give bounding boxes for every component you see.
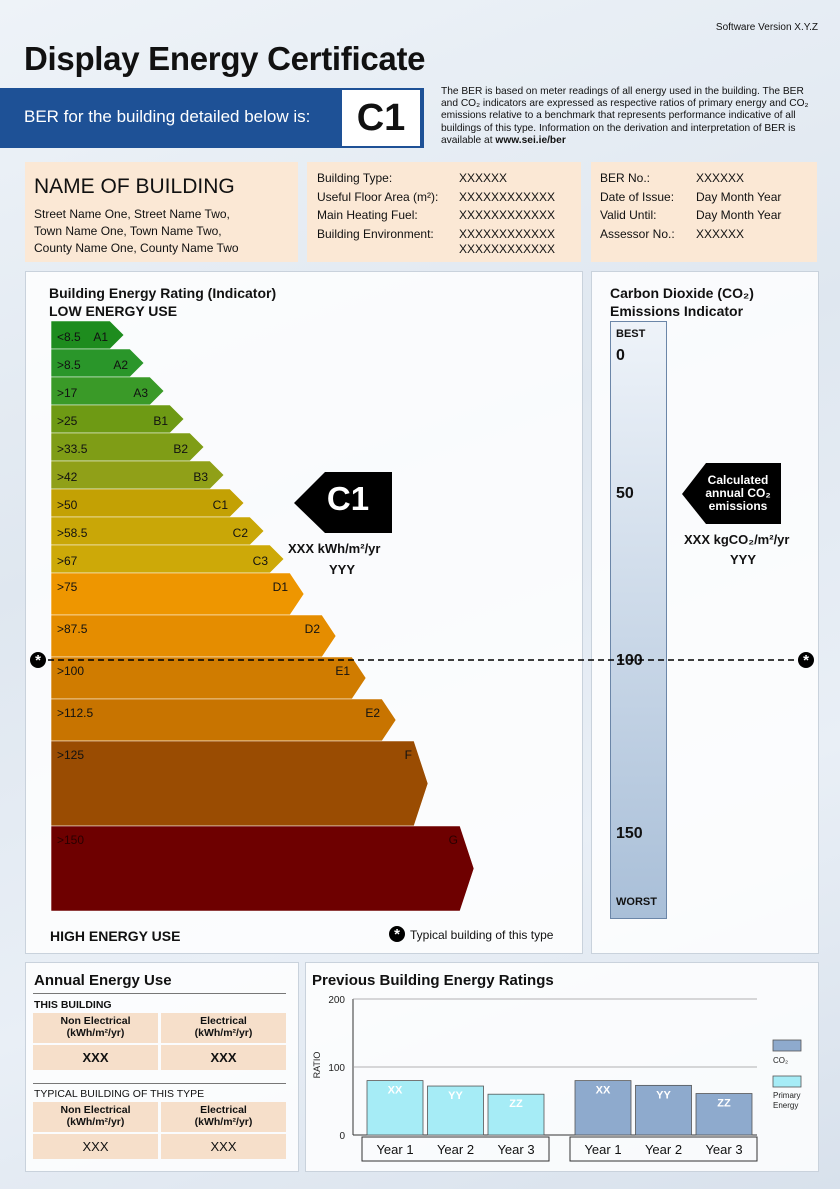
typical-col2-header: Electrical (kWh/m²/yr): [161, 1102, 286, 1132]
chart-y-label: RATIO: [312, 1051, 322, 1079]
software-version: Software Version X.Y.Z: [715, 22, 818, 33]
rating-band-grade: E1: [335, 664, 350, 678]
typical-marker-left: [30, 652, 46, 669]
rating-band-range: >8.5: [57, 358, 81, 372]
this-col2-value: XXX: [161, 1045, 286, 1070]
building-name: NAME OF BUILDING: [34, 175, 235, 198]
detail-value: XXXXXXXXXXXX: [459, 208, 556, 222]
rating-band-grade: G: [448, 833, 458, 847]
current-rating-value: XXX kWh/m²/yr: [288, 541, 381, 556]
detail-value: XXXXXX: [459, 171, 508, 185]
typical-marker-right: [798, 652, 814, 669]
svg-text:*: *: [803, 652, 809, 669]
rating-band-range: <8.5: [57, 330, 81, 344]
cert-label: Assessor No.:: [600, 226, 675, 241]
rating-band-grade: A1: [93, 330, 108, 344]
rating-band-grade: F: [404, 748, 412, 762]
chart-bar-label: ZZ: [717, 1097, 731, 1110]
chart-bar-label: ZZ: [509, 1098, 523, 1111]
co2-scale-0: 0: [616, 347, 625, 364]
rating-band-range: >25: [57, 414, 78, 428]
detail-label: Building Type:: [317, 171, 393, 185]
low-energy-label: LOW ENERGY USE: [49, 303, 178, 319]
legend-label-primary: Energy: [773, 1101, 799, 1110]
this-col2-header: Electrical (kWh/m²/yr): [161, 1013, 286, 1043]
chart-bar-label: XX: [595, 1084, 611, 1097]
cert-value: Day Month Year: [696, 189, 782, 204]
chart-y-tick: 100: [328, 1063, 345, 1074]
cert-label: Valid Until:: [600, 208, 657, 222]
co2-title-line2: Emissions Indicator: [610, 303, 744, 319]
rating-band-range: >50: [57, 498, 78, 512]
svg-text:*: *: [35, 652, 41, 669]
annual-divider-2: [33, 1083, 286, 1084]
rating-band-range: >112.5: [57, 706, 94, 720]
cert-label: BER No.:: [600, 171, 651, 185]
rating-band-grade: C3: [252, 554, 268, 568]
co2-sub: YYY: [730, 552, 757, 567]
typical-legend-marker: [389, 926, 405, 943]
rating-band-grade: C1: [212, 498, 228, 512]
chart-category-label: Year 2: [436, 1142, 475, 1157]
legend-swatch-co2: [773, 1040, 801, 1051]
chart-category-label: Year 1: [376, 1142, 414, 1157]
detail-label: Building Environment:: [317, 226, 434, 241]
rating-band-range: >17: [57, 386, 78, 400]
detail-label: Useful Floor Area (m²):: [317, 189, 439, 204]
detail-value: XXXXXXXXXXXX: [459, 189, 556, 204]
current-rating-sub: YYY: [329, 562, 356, 577]
intro-body: The BER is based on meter readings of all energy used in the building. The BER and CO₂ indicators are expressed as respective ratios of primary energy and CO₂ emissions relative to a benchmark that represents performance indicative of all buildings of this type. Information on the derivation and interpretation of BER is available at: [441, 86, 809, 146]
rating-band-range: >75: [57, 580, 78, 594]
typical-col1-value: XXX: [33, 1134, 158, 1159]
legend-label-primary: Primary: [773, 1091, 801, 1100]
rating-band-grade: E2: [365, 706, 380, 720]
rating-band-grade: A2: [113, 358, 128, 372]
chart-category-label: Year 2: [644, 1142, 683, 1157]
chart-category-label: Year 1: [584, 1142, 622, 1157]
typical-col1-header: Non Electrical (kWh/m²/yr): [33, 1102, 158, 1132]
cert-value: Day Month Year: [696, 208, 782, 222]
cert-value: XXXXXX: [696, 171, 745, 185]
rating-band-range: >33.5: [57, 442, 88, 456]
this-building-label: THIS BUILDING: [34, 999, 112, 1011]
rating-band-range: >100: [57, 664, 85, 678]
typical-building-label: TYPICAL BUILDING OF THIS TYPE: [34, 1088, 205, 1100]
co2-scale-100: 100: [616, 652, 643, 669]
page-title: Display Energy Certificate: [24, 40, 426, 77]
chart-bar-label: YY: [656, 1089, 671, 1102]
rating-title: Building Energy Rating (Indicator): [49, 285, 277, 301]
svg-text:*: *: [394, 926, 400, 943]
rating-band-grade: D2: [304, 622, 320, 636]
rating-band-grade: A3: [133, 386, 148, 400]
chart-bars: [362, 1081, 757, 1161]
previous-ratings-chart: [305, 990, 817, 1168]
co2-badge-text: Calculated annual CO₂ emissions: [705, 473, 771, 513]
chart-legend: [773, 1040, 801, 1110]
co2-scale-150: 150: [616, 825, 643, 842]
co2-value: XXX kgCO₂/m²/yr: [684, 532, 790, 547]
rating-band-grade: B1: [153, 414, 168, 428]
chart-bar-label: XX: [387, 1084, 403, 1097]
this-col1-value: XXX: [33, 1045, 158, 1070]
cert-label: Date of Issue:: [600, 189, 675, 204]
annual-energy-title: Annual Energy Use: [34, 972, 172, 989]
detail-value: XXXXXXXXXXXX: [459, 226, 556, 241]
typical-col2-value: XXX: [161, 1134, 286, 1159]
legend-swatch-primary: [773, 1076, 801, 1087]
ber-label: BER for the building detailed below is:: [24, 107, 311, 126]
rating-band-range: >150: [57, 833, 85, 847]
rating-band-range: >87.5: [57, 622, 88, 636]
this-col1-header: Non Electrical (kWh/m²/yr): [33, 1013, 158, 1043]
legend-label-co2: CO₂: [773, 1056, 789, 1065]
ber-grade-box: C1: [341, 89, 421, 147]
rating-band-range: >42: [57, 470, 78, 484]
rating-band-range: >58.5: [57, 526, 88, 540]
co2-worst-label: WORST: [616, 896, 657, 908]
chart-category-label: Year 3: [497, 1142, 535, 1157]
annual-divider: [33, 993, 286, 994]
cert-value: XXXXXX: [696, 226, 745, 241]
rating-band-grade: C2: [232, 526, 248, 540]
chart-title: Previous Building Energy Ratings: [312, 972, 554, 989]
co2-title-line1: Carbon Dioxide (CO₂): [610, 285, 754, 301]
building-address: Street Name One, Street Name Two, Town Name One, Town Name Two, County Name One, County Name Two: [34, 207, 239, 255]
rating-band-grade: D1: [272, 580, 288, 594]
high-energy-label: HIGH ENERGY USE: [50, 928, 181, 944]
rating-band-range: >125: [57, 748, 85, 762]
detail-label: Main Heating Fuel:: [317, 208, 418, 222]
chart-category-label: Year 3: [705, 1142, 743, 1157]
co2-scale-50: 50: [616, 485, 634, 502]
chart-bar-label: YY: [448, 1090, 463, 1103]
current-rating-grade: C1: [326, 480, 370, 517]
chart-y-tick: 0: [339, 1131, 345, 1142]
co2-best-label: BEST: [616, 328, 646, 340]
chart-y-tick: 200: [328, 995, 345, 1006]
detail-value: XXXXXXXXXXXX: [459, 241, 556, 256]
rating-band-range: >67: [57, 554, 78, 568]
rating-band-grade: B2: [173, 442, 188, 456]
typical-legend-label: Typical building of this type: [410, 928, 554, 942]
intro-link[interactable]: www.sei.ie/ber: [495, 134, 566, 146]
rating-band-grade: B3: [193, 470, 208, 484]
